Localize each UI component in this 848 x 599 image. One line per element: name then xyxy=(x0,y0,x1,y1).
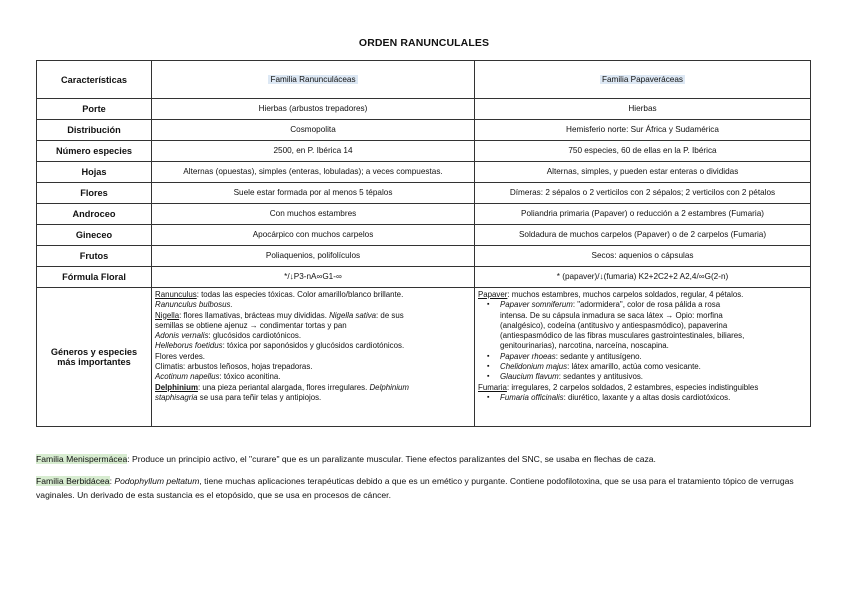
table-row xyxy=(37,246,811,267)
row-label: Androceo xyxy=(37,204,152,225)
table-row xyxy=(37,99,811,120)
row-label: Frutos xyxy=(37,246,152,267)
family-tag-berbidacea: Familia Berbidácea xyxy=(36,476,110,486)
genera-label-line-2: más importantes xyxy=(57,357,131,367)
header-characteristics: Características xyxy=(37,61,152,99)
note-berbidacea: Familia Berbidácea: Podophyllum peltatum, tiene muchas aplicaciones terapéuticas debido a que es un emético y purgante. Contiene podofilotoxina, que se usa para el tratamiento tópico de verrugas vaginales. Un derivado de esta sustancia es el etopósido, que se usa en procesos de cáncer. xyxy=(36,476,794,500)
genera-ranunculaceae xyxy=(152,288,475,427)
list-item: Ranunculus bulbosus. xyxy=(155,300,233,310)
family-tag-menispermacea: Familia Menispermácea xyxy=(36,454,128,464)
list-item: Nigella: flores llamativas, brácteas muy divididas. Nigella sativa: de sus xyxy=(155,310,404,320)
list-item: Adonis vernalis: glucósidos cardiotónicos. xyxy=(155,331,302,341)
cell-papaveraceae: * (papaver)/↓(fumaria) K2+2C2+2 A2,4/∞G(2-n) xyxy=(475,267,811,288)
cell-papaveraceae: 750 especies, 60 de ellas en la P. Ibérica xyxy=(475,141,811,162)
row-label: Porte xyxy=(37,99,152,120)
cell-papaveraceae: Alternas, simples, y pueden estar enteras o divididas xyxy=(475,162,811,183)
list-item: genitourinarias), narcotina, narceína, noscapina. xyxy=(500,341,669,351)
list-item: Fumaria: irregulares, 2 carpelos soldados, 2 estambres, especies indistinguibles xyxy=(478,382,759,392)
list-item: ▪ Fumaria officinalis: diurético, laxante y a altas dosis cardiotóxicos. xyxy=(478,393,807,403)
list-item: ▪ Papaver rhoeas: sedante y antitusígeno. xyxy=(478,352,807,362)
cell-ranunculaceae: Poliaquenios, polifolículos xyxy=(152,246,475,267)
header-ranunculaceae: Familia Ranunculáceas xyxy=(152,61,475,99)
table-row xyxy=(37,141,811,162)
list-item: staphisagria se usa para teñir telas y antipiojos. xyxy=(155,392,322,402)
cell-ranunculaceae: Apocárpico con muchos carpelos xyxy=(152,225,475,246)
species-name: Podophyllum peltatum xyxy=(114,476,200,486)
table-row xyxy=(37,225,811,246)
cell-ranunculaceae: 2500, en P. Ibérica 14 xyxy=(152,141,475,162)
genera-label xyxy=(37,288,152,427)
cell-ranunculaceae: Suele estar formada por al menos 5 tépalos xyxy=(152,183,475,204)
table-header-row xyxy=(37,61,811,99)
cell-papaveraceae: Soldadura de muchos carpelos (Papaver) o de 2 carpelos (Fumaria) xyxy=(475,225,811,246)
document-title: ORDEN RANUNCULALES xyxy=(358,37,490,49)
table-row xyxy=(37,183,811,204)
row-label: Número especies xyxy=(37,141,152,162)
row-label: Distribución xyxy=(37,120,152,141)
list-item: Ranunculus: todas las especies tóxicas. Color amarillo/blanco brillante. xyxy=(155,290,404,299)
list-item: ▪ Chelidonium majus: látex amarillo, actúa como vesicante. xyxy=(478,362,807,372)
list-item: (analgésico), codeína (antitusivo y antiespasmódico), papaverina xyxy=(500,320,728,330)
list-item: intensa. De su cápsula inmadura se saca látex → Opio: morfina xyxy=(500,310,723,320)
table-row xyxy=(37,162,811,183)
list-item: ▪ Glaucium flavum: sedantes y antitusivos. xyxy=(478,372,807,382)
genera-label-line-1: Géneros y especies xyxy=(50,347,138,357)
row-label: Flores xyxy=(37,183,152,204)
cell-ranunculaceae: Con muchos estambres xyxy=(152,204,475,225)
cell-papaveraceae: Secos: aquenios o cápsulas xyxy=(475,246,811,267)
table-row xyxy=(37,267,811,288)
note-text: , tiene muchas aplicaciones terapéuticas debido a que es un emético y purgante. Contiene podofilotoxina, que se usa para el tratamiento tópico de verrugas vaginales. Un derivado de esta sustancia es el etopósido, que se usa en procesos de cáncer. xyxy=(36,476,794,500)
cell-papaveraceae: Hierbas xyxy=(475,99,811,120)
list-item: Flores verdes. xyxy=(155,351,205,361)
list-item: Helleborus foetidus: tóxica por saponósidos y glucósidos cardiotónicos. xyxy=(155,341,405,351)
cell-ranunculaceae: Alternas (opuestas), simples (enteras, lobuladas); a veces compuestas. xyxy=(152,162,475,183)
row-label: Fórmula Floral xyxy=(37,267,152,288)
list-item: semillas se obtiene ajenuz → condimentar tortas y pan xyxy=(155,320,347,330)
list-item: ▪ Papaver somniferum: "adormidera", color de rosa pálida a rosa xyxy=(478,300,807,310)
row-label: Hojas xyxy=(37,162,152,183)
note-menispermacea xyxy=(36,452,812,466)
list-item: (antiespasmódico de las fibras musculares gastrointestinales, biliares, xyxy=(500,331,745,341)
cell-ranunculaceae: Hierbas (arbustos trepadores) xyxy=(152,99,475,120)
list-item: Delphinium: una pieza periantal alargada, flores irregulares. Delphinium xyxy=(155,382,409,392)
cell-papaveraceae: Hemisferio norte: Sur África y Sudamérica xyxy=(475,120,811,141)
header-papaveraceae: Familia Papaveráceas xyxy=(475,61,811,99)
comparison-table xyxy=(36,60,811,427)
table-row xyxy=(37,204,811,225)
cell-papaveraceae: Dímeras: 2 sépalos o 2 verticilos con 2 sépalos; 2 verticilos con 2 pétalos xyxy=(475,183,811,204)
list-item: Papaver: muchos estambres, muchos carpelos soldados, regular, 4 pétalos. xyxy=(478,290,744,299)
cell-papaveraceae: Poliandria primaria (Papaver) o reducción a 2 estambres (Fumaria) xyxy=(475,204,811,225)
genera-row xyxy=(37,288,811,427)
table-row xyxy=(37,120,811,141)
genera-papaveraceae xyxy=(475,288,811,427)
note-text: : Produce un principio activo, el "curare" que es un paralizante muscular. Tiene efectos paralizantes del SNC, se usaba en flechas de caza. xyxy=(127,454,656,464)
list-item: Climatis: arbustos leñosos, hojas trepadoras. xyxy=(155,362,313,372)
cell-ranunculaceae: Cosmopolita xyxy=(152,120,475,141)
list-item: Acotinum napellus: tóxico aconitina. xyxy=(155,372,281,382)
row-label: Gineceo xyxy=(37,225,152,246)
cell-ranunculaceae: */↓P3-nA∞G1-∞ xyxy=(152,267,475,288)
